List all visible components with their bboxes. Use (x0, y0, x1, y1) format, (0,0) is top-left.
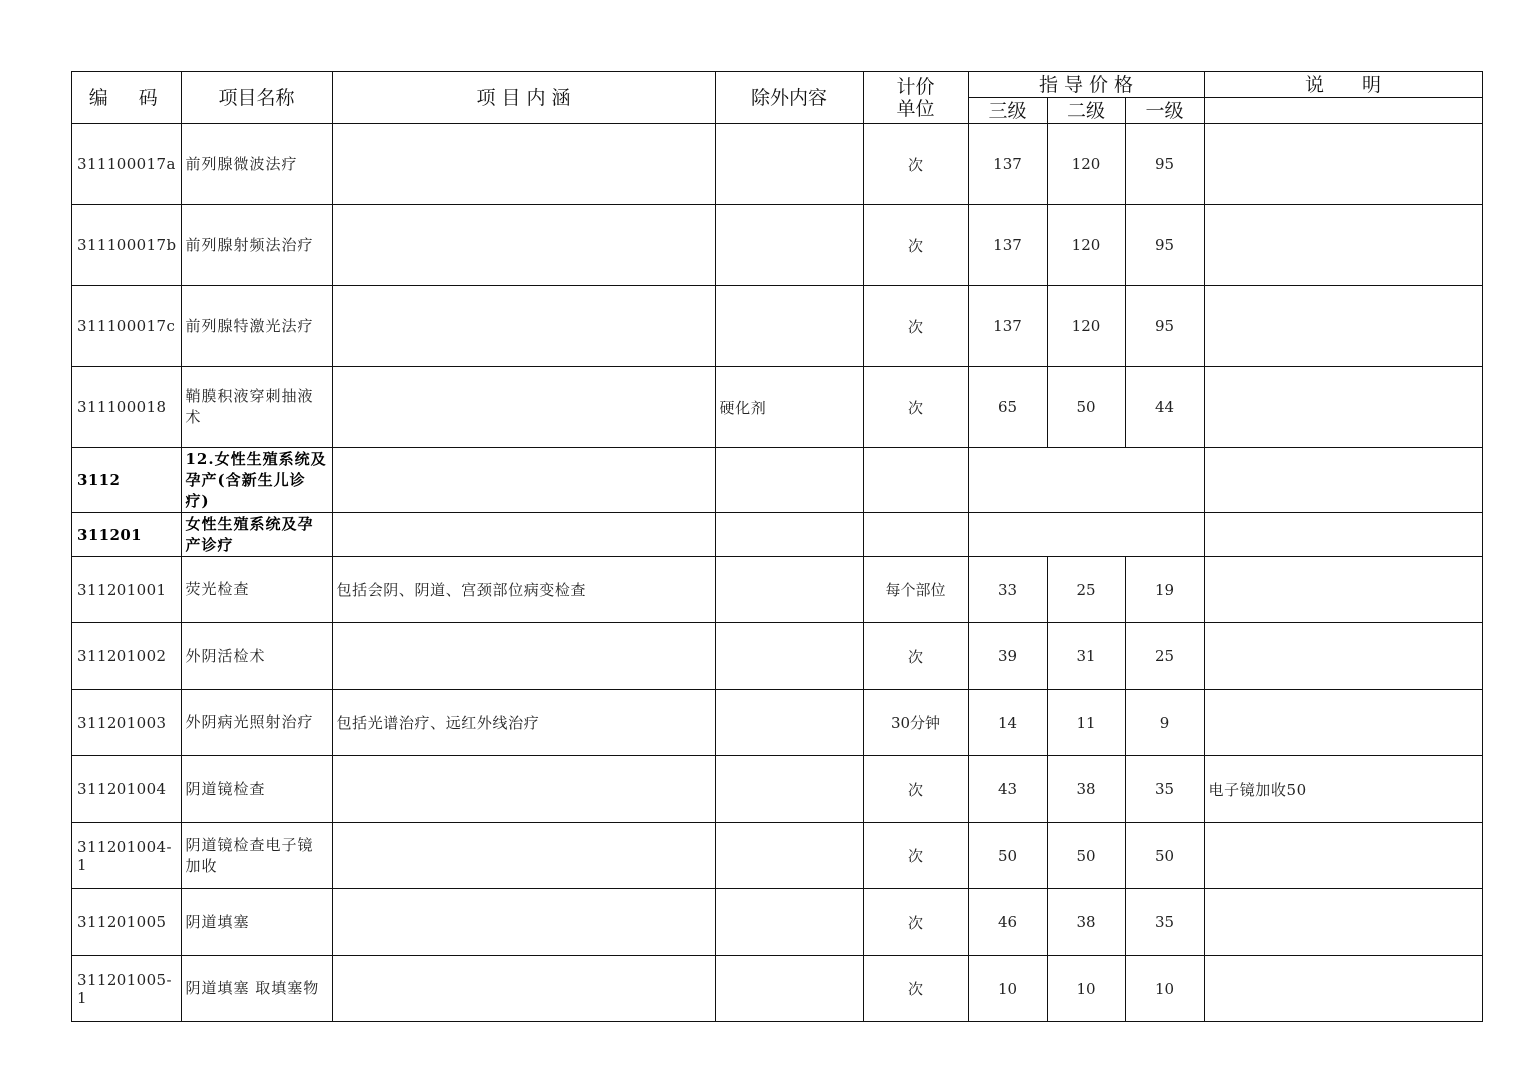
header-level-3: 三级 (968, 98, 1047, 124)
row-unit (863, 448, 968, 513)
row-excluded (715, 448, 863, 513)
row-price-level-1: 35 (1125, 889, 1204, 956)
row-item-name: 阴道填塞 取填塞物 (181, 956, 332, 1022)
row-excluded (715, 889, 863, 956)
row-price-level-1: 35 (1125, 756, 1204, 823)
row-remark (1204, 623, 1482, 690)
row-item-name: 外阴病光照射治疗 (181, 690, 332, 756)
table-row (72, 623, 1483, 690)
row-excluded: 硬化剂 (715, 367, 863, 448)
row-content (332, 823, 715, 889)
row-content (332, 367, 715, 448)
header-row-1 (72, 72, 1483, 98)
table-row (72, 205, 1483, 286)
row-price-level-2: 120 (1047, 205, 1125, 286)
row-price-level-3: 50 (968, 823, 1047, 889)
header-level-1: 一级 (1125, 98, 1204, 124)
row-price-level-1: 44 (1125, 367, 1204, 448)
row-unit: 次 (863, 823, 968, 889)
row-unit: 次 (863, 756, 968, 823)
row-content (332, 623, 715, 690)
row-code: 311100018 (72, 367, 182, 448)
row-content (332, 286, 715, 367)
row-remark (1204, 956, 1482, 1022)
row-code: 311201004-1 (72, 823, 182, 889)
row-excluded (715, 823, 863, 889)
header-remark: 说 明 (1204, 72, 1482, 98)
table-row (72, 956, 1483, 1022)
row-price-level-3: 33 (968, 557, 1047, 623)
row-price-level-3: 14 (968, 690, 1047, 756)
row-excluded (715, 557, 863, 623)
row-content (332, 124, 715, 205)
row-unit: 30分钟 (863, 690, 968, 756)
row-price-level-2: 10 (1047, 956, 1125, 1022)
row-remark (1204, 823, 1482, 889)
row-price-level-3: 10 (968, 956, 1047, 1022)
row-code: 3112 (72, 448, 182, 513)
row-excluded (715, 623, 863, 690)
row-price-level-2: 120 (1047, 286, 1125, 367)
header-excluded-content: 除外内容 (715, 72, 863, 124)
row-price-level-1: 10 (1125, 956, 1204, 1022)
row-item-name: 12.女性生殖系统及孕产(含新生儿诊疗) (181, 448, 332, 513)
row-content (332, 205, 715, 286)
header-pricing-unit-line2: 单位 (896, 97, 935, 120)
table-row (72, 823, 1483, 889)
row-code: 311100017a (72, 124, 182, 205)
row-code: 311201 (72, 513, 182, 557)
row-unit: 次 (863, 124, 968, 205)
row-excluded (715, 205, 863, 286)
row-unit: 次 (863, 623, 968, 690)
header-item-name: 项目名称 (181, 72, 332, 124)
row-excluded (715, 956, 863, 1022)
price-table-sheet (71, 71, 1483, 1022)
row-content (332, 756, 715, 823)
row-remark (1204, 286, 1482, 367)
row-unit: 次 (863, 286, 968, 367)
row-code: 311100017b (72, 205, 182, 286)
row-remark (1204, 124, 1482, 205)
row-unit: 次 (863, 956, 968, 1022)
row-item-name: 女性生殖系统及孕产诊疗 (181, 513, 332, 557)
row-content (332, 889, 715, 956)
row-price-level-2: 50 (1047, 823, 1125, 889)
row-content: 包括会阴、阴道、宫颈部位病变检查 (332, 557, 715, 623)
row-price-level-2: 38 (1047, 756, 1125, 823)
row-price-level-1: 95 (1125, 205, 1204, 286)
row-price-level-2: 25 (1047, 557, 1125, 623)
row-price-level-3: 137 (968, 286, 1047, 367)
row-remark (1204, 889, 1482, 956)
row-item-name: 外阴活检术 (181, 623, 332, 690)
row-price-level-1: 95 (1125, 124, 1204, 205)
row-code: 311201001 (72, 557, 182, 623)
table-row (72, 889, 1483, 956)
row-excluded (715, 690, 863, 756)
row-item-name: 前列腺特激光法疗 (181, 286, 332, 367)
table-row (72, 557, 1483, 623)
header-pricing-unit (863, 72, 968, 124)
row-price-level-2: 38 (1047, 889, 1125, 956)
table-row (72, 367, 1483, 448)
row-code: 311201003 (72, 690, 182, 756)
row-unit: 次 (863, 205, 968, 286)
row-remark: 电子镜加收50 (1204, 756, 1482, 823)
row-item-name: 前列腺微波法疗 (181, 124, 332, 205)
row-remark (1204, 448, 1482, 513)
row-content (332, 513, 715, 557)
row-price-group (968, 448, 1204, 513)
row-content: 包括光谱治疗、远红外线治疗 (332, 690, 715, 756)
row-price-level-1: 25 (1125, 623, 1204, 690)
row-remark (1204, 513, 1482, 557)
row-price-level-2: 31 (1047, 623, 1125, 690)
row-price-level-1: 19 (1125, 557, 1204, 623)
table-row (72, 286, 1483, 367)
row-excluded (715, 756, 863, 823)
row-price-level-1: 9 (1125, 690, 1204, 756)
row-unit (863, 513, 968, 557)
row-remark (1204, 205, 1482, 286)
row-item-name: 阴道填塞 (181, 889, 332, 956)
row-price-level-3: 65 (968, 367, 1047, 448)
row-excluded (715, 286, 863, 367)
header-guide-price: 指 导 价 格 (968, 72, 1204, 98)
row-excluded (715, 513, 863, 557)
row-remark (1204, 367, 1482, 448)
row-code: 311100017c (72, 286, 182, 367)
header-pricing-unit-line1: 计价 (896, 75, 935, 98)
row-item-name: 阴道镜检查 (181, 756, 332, 823)
row-excluded (715, 124, 863, 205)
header-item-content: 项 目 内 涵 (332, 72, 715, 124)
row-code: 311201004 (72, 756, 182, 823)
row-code: 311201002 (72, 623, 182, 690)
row-price-level-2: 120 (1047, 124, 1125, 205)
row-content (332, 448, 715, 513)
table-row (72, 690, 1483, 756)
header-remark-blank (1204, 98, 1482, 124)
row-item-name: 前列腺射频法治疗 (181, 205, 332, 286)
row-price-group (968, 513, 1204, 557)
row-unit: 每个部位 (863, 557, 968, 623)
table-row (72, 124, 1483, 205)
row-code: 311201005 (72, 889, 182, 956)
row-remark (1204, 690, 1482, 756)
row-unit: 次 (863, 889, 968, 956)
row-item-name: 鞘膜积液穿刺抽液术 (181, 367, 332, 448)
row-item-name: 阴道镜检查电子镜加收 (181, 823, 332, 889)
header-code: 编 码 (72, 72, 182, 124)
row-remark (1204, 557, 1482, 623)
row-price-level-3: 137 (968, 205, 1047, 286)
header-level-2: 二级 (1047, 98, 1125, 124)
price-table (71, 71, 1483, 1022)
row-unit: 次 (863, 367, 968, 448)
row-price-level-1: 50 (1125, 823, 1204, 889)
row-code: 311201005-1 (72, 956, 182, 1022)
row-price-level-1: 95 (1125, 286, 1204, 367)
row-content (332, 956, 715, 1022)
row-price-level-3: 39 (968, 623, 1047, 690)
row-item-name: 荧光检查 (181, 557, 332, 623)
section-row (72, 448, 1483, 513)
table-row (72, 756, 1483, 823)
row-price-level-3: 43 (968, 756, 1047, 823)
row-price-level-3: 137 (968, 124, 1047, 205)
row-price-level-3: 46 (968, 889, 1047, 956)
row-price-level-2: 50 (1047, 367, 1125, 448)
row-price-level-2: 11 (1047, 690, 1125, 756)
section-row (72, 513, 1483, 557)
